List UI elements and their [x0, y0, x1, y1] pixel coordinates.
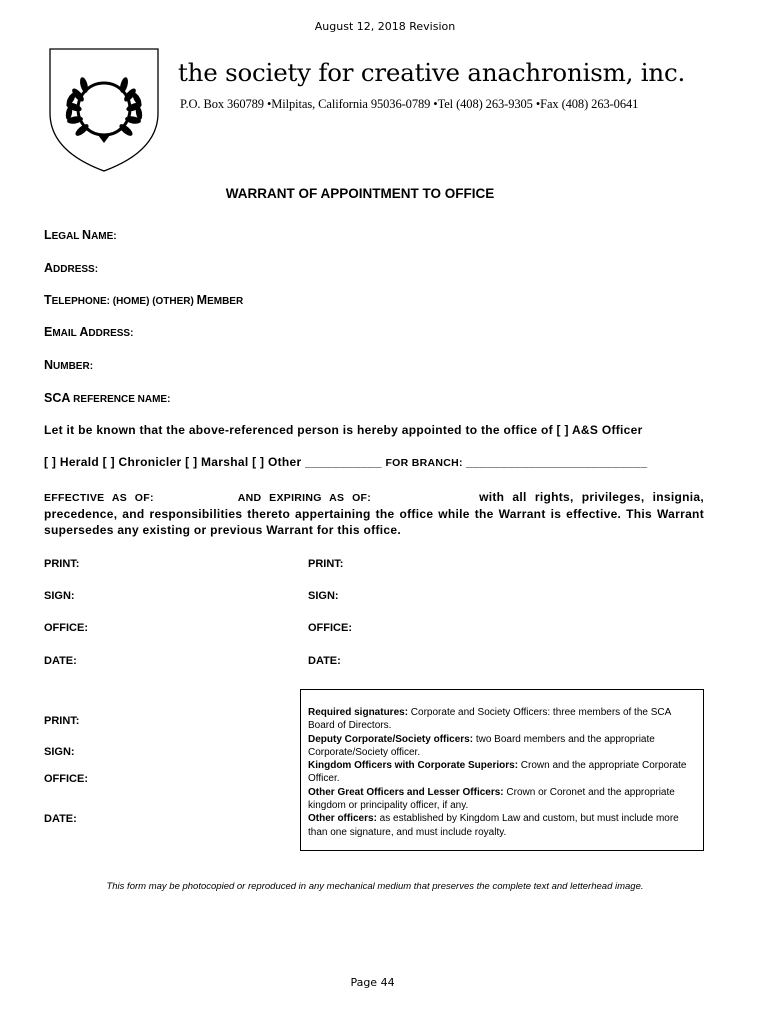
- print-label-2: PRINT:: [308, 558, 344, 570]
- sign-label-2: SIGN:: [308, 590, 339, 602]
- appointment-statement: Let it be known that the above-referenced person is hereby appointed to the office of [ ] A&S Officer: [44, 423, 643, 437]
- sca-reference-label: SCA REFERENCE NAME:: [44, 391, 171, 405]
- print-label-3: PRINT:: [44, 715, 80, 727]
- print-label-1: PRINT:: [44, 558, 80, 570]
- office-options: [ ] Herald [ ] Chronicler [ ] Marshal [ ] Other ___________ FOR BRANCH: __________________________: [44, 455, 648, 469]
- date-label-3: DATE:: [44, 813, 77, 825]
- organization-name: the society for creative anachronism, inc.: [178, 58, 686, 87]
- sign-label-3: SIGN:: [44, 746, 75, 758]
- office-label-1: OFFICE:: [44, 622, 88, 634]
- legal-name-label: LEGAL NAME:: [44, 228, 117, 242]
- telephone-label: TELEPHONE: (HOME) (OTHER) MEMBER: [44, 293, 244, 307]
- revision-date: August 12, 2018 Revision: [314, 20, 456, 33]
- page-title: WARRANT OF APPOINTMENT TO OFFICE: [225, 186, 495, 201]
- sca-laurel-shield-logo: [48, 47, 160, 173]
- email-label: EMAIL ADDRESS:: [44, 325, 134, 339]
- member-number-label: NUMBER:: [44, 358, 94, 372]
- page-number: Page 44: [350, 976, 395, 989]
- organization-address: P.O. Box 360789 •Milpitas, California 95036-0789 •Tel (408) 263-9305 •Fax (408) 263-0641: [180, 97, 639, 111]
- office-label-3: OFFICE:: [44, 773, 88, 785]
- date-label-1: DATE:: [44, 655, 77, 667]
- effective-paragraph: EFFECTIVE AS OF: AND EXPIRING AS OF: with all rights, privileges, insignia, precedence, and responsibilities thereto appertaining the office while the Warrant is effective. This Warrant supersedes any existing or previous Warrant for this office.: [44, 490, 705, 537]
- required-signatures-text: Required signatures: Corporate and Society Officers: three members of the SCA Board of Directors. Deputy Corporate/Society officers: two Board members and the appropriate Corporate/Society officer. Kingdom Officers with Corporate Superiors: Crown and the appropriate Corporate Officer. Other Great Officers and Lesser Officers: Crown or Coronet and the appropriate kingdom or principality officer, if any. Other officers: as established by Kingdom Law and custom, but must include more than one signature, and must include royalty.: [308, 707, 687, 838]
- sign-label-1: SIGN:: [44, 590, 75, 602]
- address-label: ADDRESS:: [44, 261, 99, 275]
- reproduction-note: This form may be photocopied or reproduced in any mechanical medium that preserves the complete text and letterhead image.: [106, 881, 644, 892]
- date-label-2: DATE:: [308, 655, 341, 667]
- office-label-2: OFFICE:: [308, 622, 352, 634]
